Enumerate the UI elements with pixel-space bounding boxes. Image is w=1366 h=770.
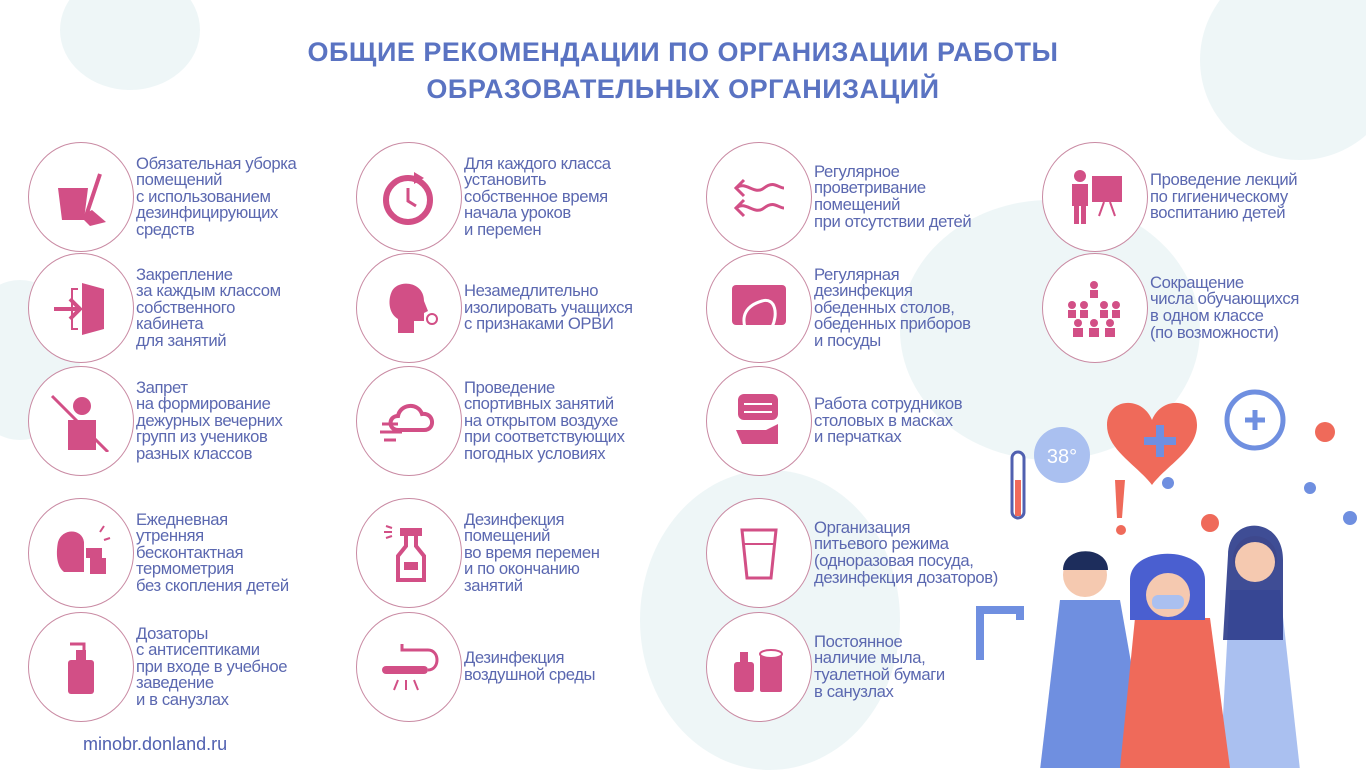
recommendation-item [1042,253,1366,368]
icon-circle [706,366,812,476]
text-line: Регулярная [814,264,900,284]
text-line: с антисептиками [136,640,260,660]
text-line: (одноразовая посуда, [814,551,974,570]
icon-circle [28,366,134,476]
recommendation-text [1150,253,1299,363]
door-icon [50,277,112,339]
text-line: Незамедлительно [464,281,599,301]
text-line: по гигиеническому [1150,186,1288,206]
text-line: дезинфекция дозаторов) [814,567,998,587]
text-line: и по окончанию [464,559,580,579]
page-title [0,34,1366,108]
recommendation-text [464,142,611,252]
text-line: и в санузлах [136,689,229,709]
text-line: при входе в учебное [136,656,288,676]
text-line: столовых в масках [814,410,953,430]
recommendation-text [464,498,600,608]
text-line: кабинета [136,314,204,334]
recommendation-text [464,253,633,363]
text-line: и перчатках [814,427,902,447]
recommendation-text [136,498,289,608]
text-line: Запрет [136,377,188,397]
text-line: Организация [814,517,911,537]
text-line: (по возможности) [1150,322,1279,342]
text-line: спортивных занятий [464,394,614,414]
icon-circle [706,142,812,252]
icon-circle [356,142,462,252]
icon-circle [706,498,812,608]
text-line: Постоянное [814,631,903,651]
text-line: начала уроков [464,203,571,223]
recommendation-text [136,366,282,476]
text-line: помещений [464,526,551,546]
virus-icon [1304,482,1316,494]
text-line: числа обучающихся [1150,289,1299,309]
recommendation-item [356,498,686,613]
text-line: бесконтактная [136,542,244,562]
text-line: дезинфицирующих [136,203,279,223]
text-line: и посуды [814,330,881,350]
icon-circle [28,498,134,608]
recommendation-text [814,366,962,476]
text-line: изолировать учащихся [464,297,633,317]
title-line: ОБРАЗОВАТЕЛЬНЫХ ОРГАНИЗАЦИЙ [426,74,940,104]
lecture-icon [1064,166,1126,228]
uv-lamp-icon [378,636,440,698]
recommendation-item [356,612,686,727]
recommendation-text [814,142,971,252]
text-line: воздушной среды [464,665,596,684]
cough-icon [378,277,440,339]
text-line: Дезинфекция [464,648,565,668]
icon-circle [1042,253,1148,363]
recommendation-text [814,253,971,363]
wipe-table-icon [728,277,790,339]
recommendation-item [1042,142,1366,257]
text-line: Проведение [464,377,555,397]
medical-illustration [970,380,1366,768]
text-line: за каждым классом [136,281,281,301]
recommendation-item [356,366,686,481]
text-line: наличие мыла, [814,648,926,668]
recommendation-text [136,142,296,252]
text-line: средств [136,219,195,239]
recommendation-item [28,498,358,613]
icon-circle [706,253,812,363]
text-line: Для каждого класса [464,153,611,173]
text-line: помещений [814,195,901,214]
text-line: заведение [136,673,214,693]
text-line: проветривание [814,178,926,198]
temperature-label: 38° [1046,446,1078,468]
text-line: Закрепление [136,264,233,284]
text-line: воспитанию детей [1150,203,1286,223]
recommendation-text [1150,142,1297,252]
text-line: туалетной бумаги [814,665,945,684]
icon-circle [356,366,462,476]
text-line: обеденных приборов [814,314,971,334]
text-line: для занятий [136,330,227,350]
text-line: в санузлах [814,681,894,701]
thermometer-gun-icon [50,522,112,584]
text-line: термометрия [136,559,234,579]
text-line: установить [464,170,547,190]
text-line: утренняя [136,526,204,546]
cup-icon [728,522,790,584]
recommendation-text [464,612,595,722]
text-line: с признаками ОРВИ [464,314,614,334]
text-line: погодных условиях [464,443,606,463]
virus-icon [1162,477,1174,489]
text-line: дезинфекция [814,281,913,301]
virus-icon [1343,511,1357,525]
text-line: Дезинфекция [464,509,565,529]
mask-gloves-icon [728,390,790,452]
text-line: собственного [136,297,235,317]
person-woman-center [1120,618,1230,768]
text-line: питьевого режима [814,534,949,554]
title-line: ОБЩИЕ РЕКОМЕНДАЦИИ ПО ОРГАНИЗАЦИИ РАБОТЫ [307,37,1059,67]
text-line: Ежедневная [136,509,228,529]
text-line: собственное время [464,186,608,206]
text-line: Дозаторы [136,623,208,643]
recommendation-item [28,142,358,257]
text-line: групп из учеников [136,427,268,447]
icon-circle [28,142,134,252]
text-line: без скопления детей [136,575,289,595]
text-line: помещений [136,170,223,190]
cloud-wind-icon [378,390,440,452]
text-line: дежурных вечерних [136,410,283,430]
text-line: в одном классе [1150,306,1264,325]
icon-circle [356,253,462,363]
text-line: при соответствующих [464,427,625,447]
text-line: с использованием [136,186,271,206]
text-line: на формирование [136,394,271,414]
text-line: Проведение лекций [1150,170,1298,190]
recommendation-item [706,253,1036,368]
recommendation-item [28,612,358,727]
text-line: разных классов [136,443,253,463]
text-line: во время перемен [464,542,600,562]
recommendation-text [464,366,625,476]
faucet-icon [980,610,1020,660]
icon-circle [1042,142,1148,252]
spray-icon [378,522,440,584]
website-link[interactable]: minobr.donland.ru [83,734,228,754]
text-line: Работа сотрудников [814,394,963,414]
recommendation-item [28,366,358,481]
soap-paper-icon [728,636,790,698]
icon-circle [706,612,812,722]
text-line: Сокращение [1150,272,1244,292]
dispenser-icon [50,636,112,698]
recommendation-text [136,253,281,363]
icon-circle [356,498,462,608]
recommendation-text [136,612,287,722]
text-line: на открытом воздухе [464,410,618,430]
recommendation-item [28,253,358,368]
clock-icon [378,166,440,228]
virus-icon [1201,514,1219,532]
virus-icon [1315,422,1335,442]
no-person-icon [50,390,112,452]
text-line: Обязательная уборка [136,153,297,173]
text-line: Регулярное [814,161,900,181]
text-line: обеденных столов, [814,297,955,317]
group-icon [1064,277,1126,339]
text-line: и перемен [464,219,542,239]
icon-circle [28,612,134,722]
text-line: занятий [464,575,523,595]
wind-icon [728,166,790,228]
recommendation-text [814,612,945,722]
text-line: при отсутствии детей [814,211,972,231]
recommendation-item [706,142,1036,257]
icon-circle [28,253,134,363]
bucket-mop-icon [50,166,112,228]
recommendation-item [356,142,686,257]
icon-circle [356,612,462,722]
exclamation-icon [1115,480,1125,518]
recommendation-item [356,253,686,368]
